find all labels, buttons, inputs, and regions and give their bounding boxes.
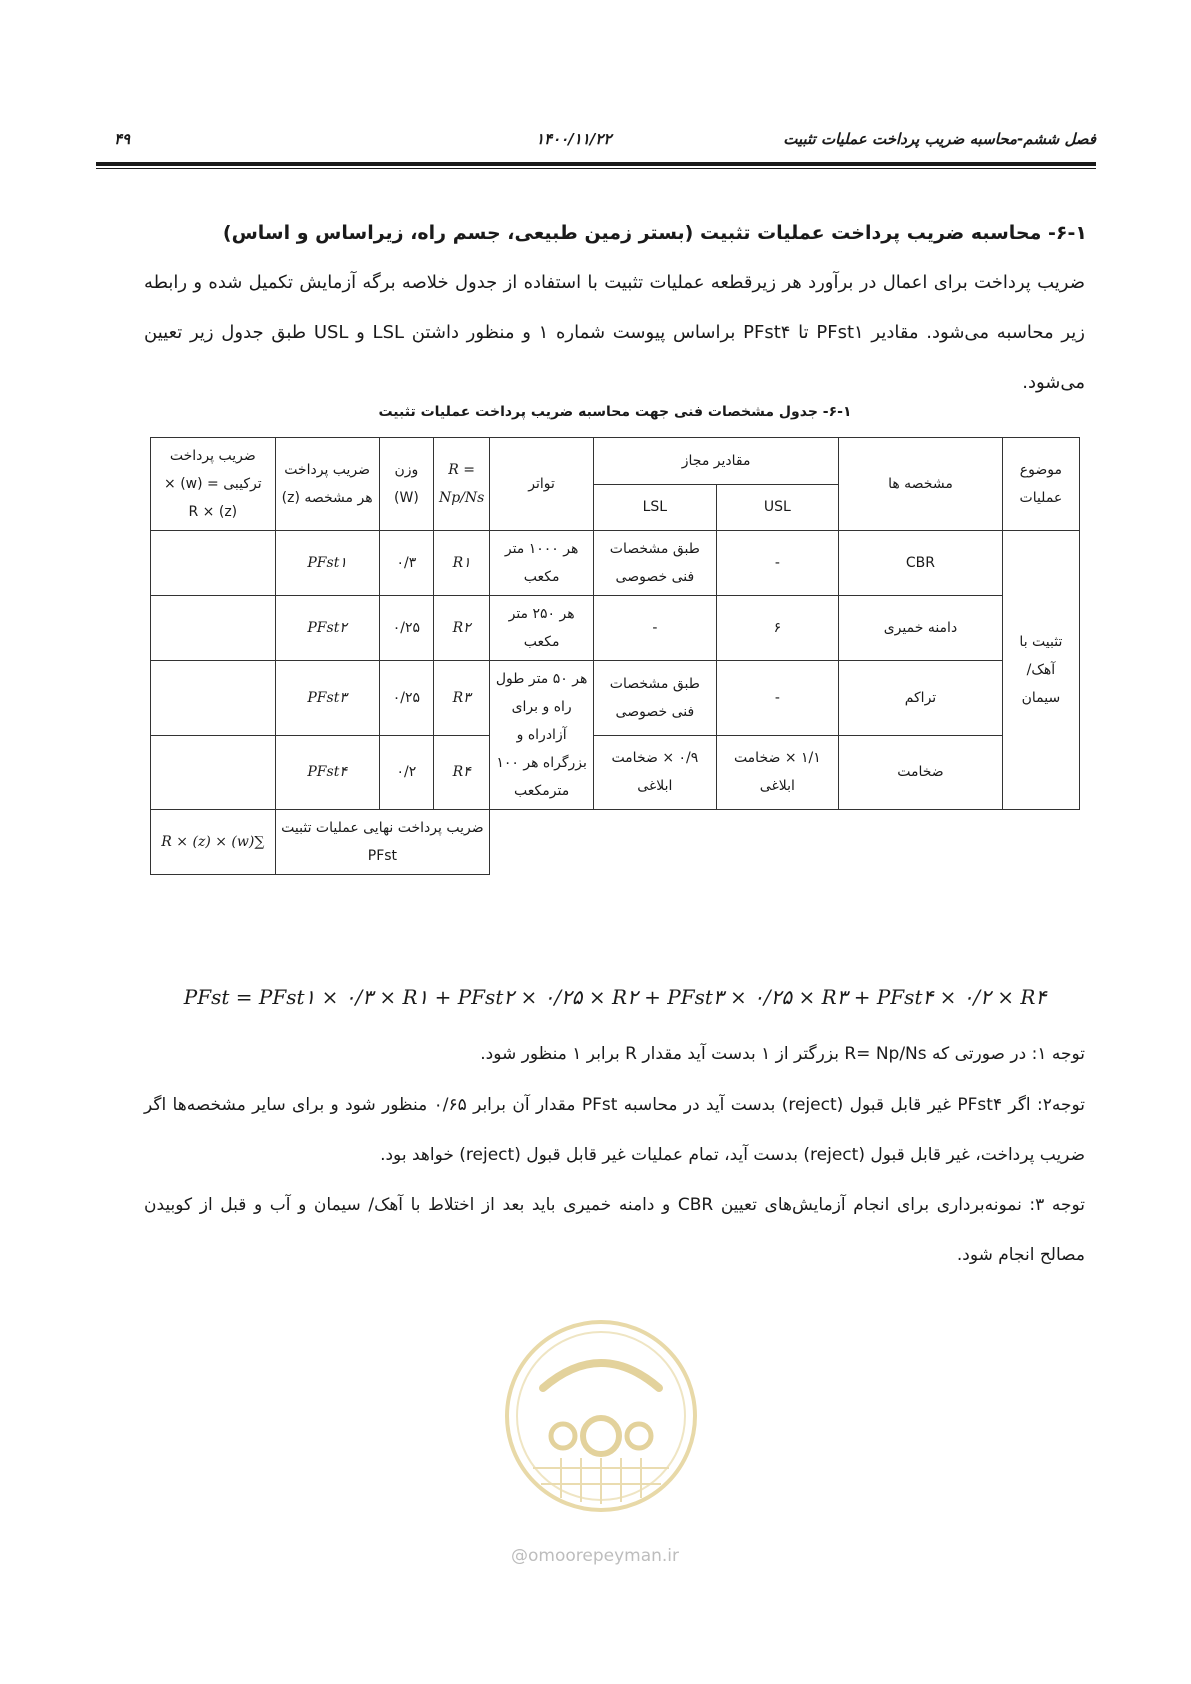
- weight-cell: ۰/۳: [379, 531, 434, 596]
- table-final-row: [151, 810, 1080, 875]
- header-date: ۱۴۰۰/۱۱/۲۲: [536, 130, 612, 148]
- header-frequency: تواتر: [490, 438, 594, 531]
- header-allowed: مقادیر مجاز: [594, 438, 839, 485]
- spec-cell: CBR: [839, 531, 1003, 596]
- table-row: [151, 531, 1080, 596]
- table-row: [151, 596, 1080, 661]
- note-1: توجه ۱: در صورتی که R= Np/Ns بزرگتر از ۱ بدست آید مقدار R برابر ۱ منظور شود.: [480, 1044, 1085, 1064]
- spec-table: [150, 437, 1080, 875]
- lsl-cell: -: [594, 596, 717, 661]
- spec-cell: دامنه خمیری: [839, 596, 1003, 661]
- pay-factor-cell: PFst۱: [275, 531, 379, 596]
- frequency-cell: هر ۲۵۰ متر مکعب: [490, 596, 594, 661]
- section-title: ۶-۱- محاسبه ضریب پرداخت عملیات تثبیت (بستر زمین طبیعی، جسم راه، زیراساس و اساس): [222, 222, 1087, 244]
- frequency-cell: هر ۱۰۰۰ متر مکعب: [490, 531, 594, 596]
- weight-cell: ۰/۲۵: [379, 661, 434, 736]
- final-value-cell: ∑(w) × (z) × R: [151, 810, 276, 875]
- note-2: توجه۲: اگر PFst۴ غیر قابل قبول (reject) بدست آید در محاسبه PFst مقدار آن برابر ۰/۶۵ منظور شود و برای سایر مشخصه‌ها اگر ضریب پرداخت، غیر قابل قبول (reject) بدست آید، تمام عملیات غیر قابل قبول (reject) خواهد بود.: [144, 1095, 1085, 1165]
- lsl-cell: طبق مشخصات فنی خصوصی: [594, 531, 717, 596]
- header-pay-factor: ضریب پرداخت هر مشخصه (z): [275, 438, 379, 531]
- pay-factor-cell: PFst۲: [275, 596, 379, 661]
- usl-cell: ۶: [716, 596, 839, 661]
- note-3: توجه ۳: نمونه‌برداری برای انجام آزمایش‌های تعیین CBR و دامنه خمیری باید بعد از اختلاط با آهک/ سیمان و آب و قبل از کوبیدن مصالح انجام شود.: [144, 1195, 1085, 1265]
- final-label-cell: ضریب پرداخت نهایی عملیات تثبیت PFst: [275, 810, 490, 875]
- header-rule-thin: [96, 168, 1096, 169]
- spec-cell: ضخامت: [839, 735, 1003, 810]
- ratio-cell: R۳: [434, 661, 490, 736]
- watermark-stamp-logo: [503, 1318, 699, 1514]
- header-combined: ضریب پرداخت ترکیبی = (w) × (z) × R: [151, 438, 276, 531]
- lsl-cell: طبق مشخصات فنی خصوصی: [594, 661, 717, 736]
- spec-cell: تراکم: [839, 661, 1003, 736]
- ratio-cell: R۴: [434, 735, 490, 810]
- pay-factor-cell: PFst۳: [275, 661, 379, 736]
- combined-cell: [151, 661, 276, 736]
- page-number: ۴۹: [114, 130, 131, 148]
- header-weight: وزن (W): [379, 438, 434, 531]
- header-usl: USL: [716, 484, 839, 531]
- pay-factor-cell: PFst۴: [275, 735, 379, 810]
- table-row: [151, 661, 1080, 736]
- weight-cell: ۰/۲۵: [379, 596, 434, 661]
- operation-cell: تثبیت با آهک/ سیمان: [1002, 531, 1079, 810]
- lsl-cell: ۰/۹ × ضخامت ابلاغی: [594, 735, 717, 810]
- usl-cell: ۱/۱ × ضخامت ابلاغی: [716, 735, 839, 810]
- usl-cell: -: [716, 531, 839, 596]
- combined-cell: [151, 531, 276, 596]
- table-caption: ۶-۱- جدول مشخصات فنی جهت محاسبه ضریب پرداخت عملیات تثبیت: [378, 404, 852, 420]
- usl-cell: -: [716, 661, 839, 736]
- table-header-row: [151, 438, 1080, 485]
- frequency-cell: هر ۵۰ متر طول راه و برای آزادراه و بزرگراه هر ۱۰۰ مترمکعب: [490, 661, 594, 810]
- header-spec: مشخصه ها: [839, 438, 1003, 531]
- header-rule-thick: [96, 162, 1096, 166]
- intro-paragraph: ضریب پرداخت برای اعمال در برآورد هر زیرقطعه عملیات تثبیت با استفاده از جدول خلاصه برگه آزمایش تکمیل شده و رابطه زیر محاسبه می‌شود. مقادیر PFst۱ تا PFst۴ براساس پیوست شماره ۱ و منظور داشتن LSL و USL طبق جدول زیر تعیین می‌شود.: [144, 272, 1085, 393]
- header-operation: موضوع عملیات: [1002, 438, 1079, 531]
- weight-cell: ۰/۲: [379, 735, 434, 810]
- combined-cell: [151, 596, 276, 661]
- page-header: [96, 130, 1096, 152]
- payment-formula: PFst = PFst۱ × ۰/۳ × R۱ + PFst۲ × ۰/۲۵ × R۲ + PFst۳ × ۰/۲۵ × R۳ + PFst۴ × ۰/۲ × R۴: [183, 985, 1047, 1009]
- ratio-cell: R۲: [434, 596, 490, 661]
- chapter-title: فصل ششم-محاسبه ضریب پرداخت عملیات تثبیت: [783, 130, 1096, 148]
- ratio-cell: R۱: [434, 531, 490, 596]
- final-row-spacer: [490, 810, 1080, 875]
- table-row: [151, 735, 1080, 810]
- watermark-url: @omoorepeyman.ir: [510, 1546, 680, 1566]
- header-ratio: R = Np/Ns: [434, 438, 490, 531]
- header-lsl: LSL: [594, 484, 717, 531]
- combined-cell: [151, 735, 276, 810]
